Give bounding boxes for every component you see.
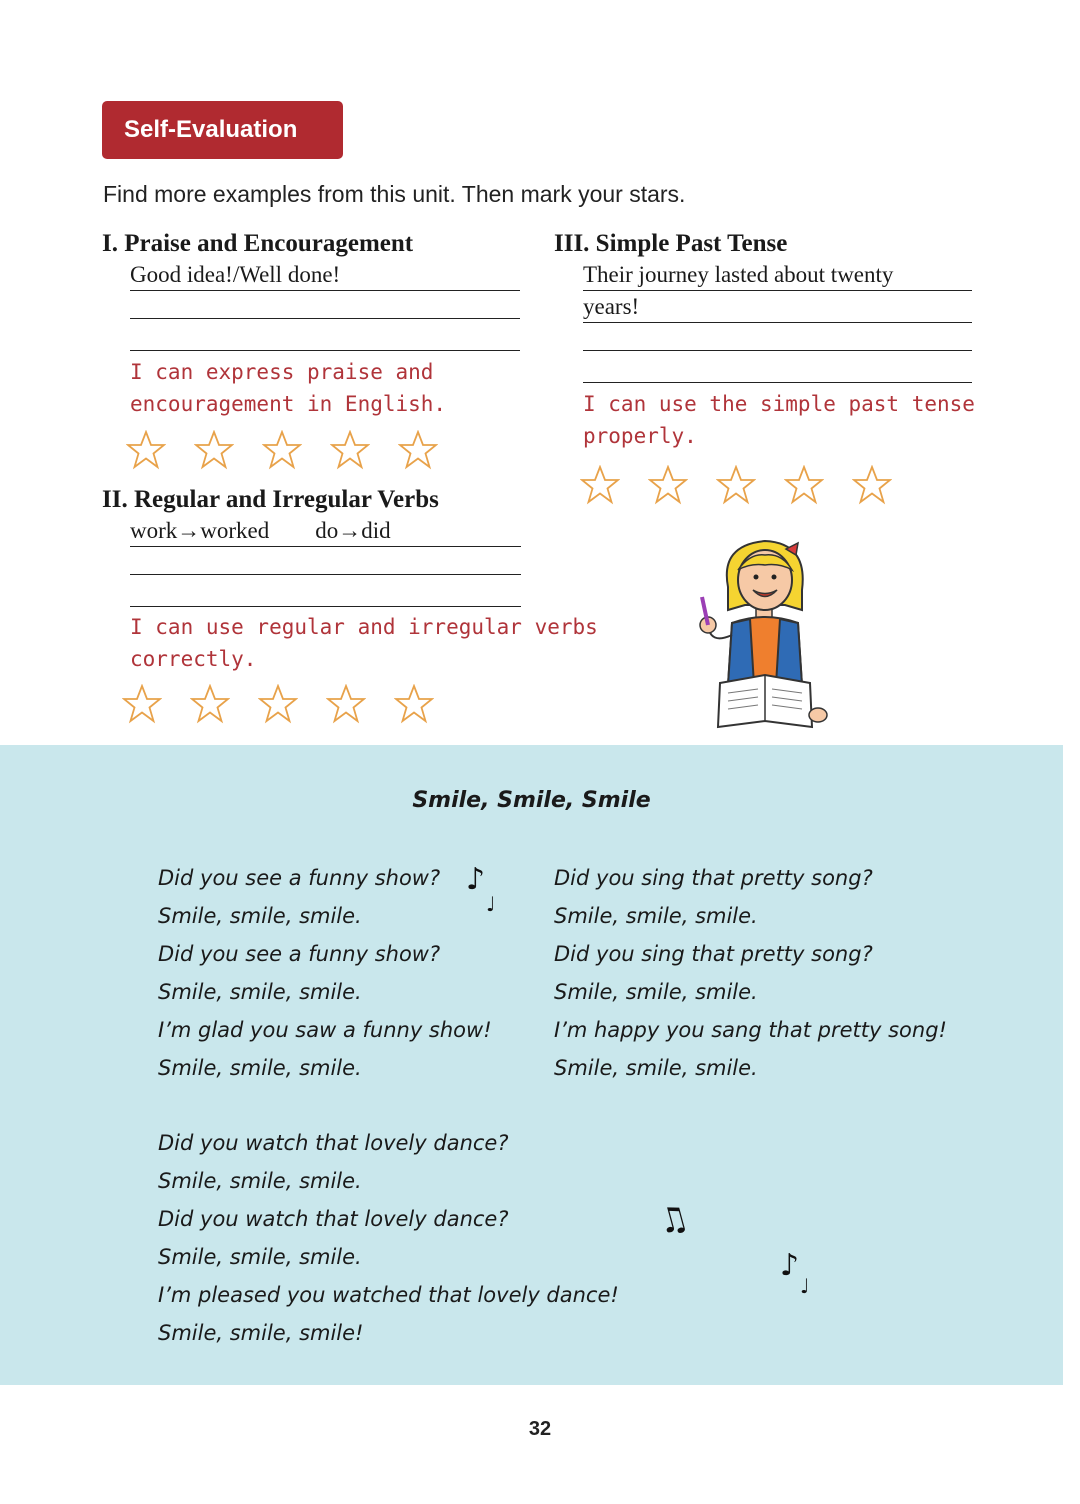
section-1-can-line-2: encouragement in English. (130, 392, 447, 416)
verse-1-line: Smile, smile, smile. (158, 980, 362, 1004)
section-3-can-line-1: I can use the simple past tense (583, 392, 975, 416)
music-note-icon: ♪ (780, 1248, 800, 1283)
instruction-text: Find more examples from this unit. Then mark your stars. (103, 181, 686, 207)
section-2-example-b: do→did (315, 518, 391, 543)
star-outline-icon[interactable] (194, 430, 234, 470)
star-outline-icon[interactable] (258, 684, 298, 724)
section-1-answer-line-3[interactable] (130, 350, 520, 351)
verse-2-line: Did you sing that pretty song? (554, 942, 873, 966)
section-1-answer-line-1[interactable] (130, 261, 520, 291)
star-outline-icon[interactable] (330, 430, 370, 470)
verse-1-line: Smile, smile, smile. (158, 904, 362, 928)
section-3-can-statement (583, 388, 975, 452)
music-note-icon: ♪ (466, 862, 486, 897)
verse-2-line: Did you sing that pretty song? (554, 866, 873, 890)
section-2-can-statement (130, 611, 598, 675)
star-outline-icon[interactable] (784, 465, 824, 505)
section-1-can-line-1: I can express praise and (130, 360, 434, 384)
verse-2-line: Smile, smile, smile. (554, 980, 758, 1004)
verse-1-line: Smile, smile, smile. (158, 1056, 362, 1080)
star-outline-icon[interactable] (126, 430, 166, 470)
section-1-can-statement (130, 356, 446, 420)
song-verse-2 (554, 859, 947, 1087)
song-verse-3 (158, 1124, 619, 1352)
star-outline-icon[interactable] (190, 684, 230, 724)
section-2-can-line-1: I can use regular and irregular verbs (130, 615, 598, 639)
star-outline-icon[interactable] (122, 684, 162, 724)
song-verse-1 (158, 859, 492, 1087)
section-3-answer-line-2[interactable] (583, 293, 972, 323)
verse-2-line: I’m happy you sang that pretty song! (554, 1018, 947, 1042)
section-1-answer-line-2[interactable] (130, 318, 520, 319)
verse-3-line: Did you watch that lovely dance? (158, 1207, 509, 1231)
verse-2-line: Smile, smile, smile. (554, 1056, 758, 1080)
music-note-icon: ♫ (653, 1196, 694, 1244)
badge-label: Self-Evaluation (124, 116, 298, 143)
verse-2-line: Smile, smile, smile. (554, 904, 758, 928)
music-note-icon: ♩ (800, 1274, 810, 1298)
star-outline-icon[interactable] (398, 430, 438, 470)
verse-3-line: Smile, smile, smile! (158, 1321, 364, 1345)
section-3-example-line-2: years! (583, 294, 640, 319)
verse-1-line: Did you see a funny show? (158, 866, 441, 890)
girl-reading-illustration (690, 535, 840, 735)
song-title: Smile, Smile, Smile (412, 788, 651, 813)
verse-3-line: Smile, smile, smile. (158, 1245, 362, 1269)
section-2-answer-line-1[interactable] (130, 517, 521, 547)
section-1-title: I. Praise and Encouragement (102, 230, 414, 257)
music-note-icon: ♩ (486, 892, 496, 916)
section-2-star-rating[interactable] (122, 684, 462, 724)
section-1-star-rating[interactable] (126, 430, 466, 470)
section-2-title: II. Regular and Irregular Verbs (102, 486, 439, 513)
self-evaluation-badge (102, 101, 343, 159)
section-2-example-a: work→worked (130, 518, 270, 543)
section-2-answer-line-3[interactable] (130, 606, 521, 607)
page-number: 32 (528, 1418, 552, 1440)
section-3-answer-line-4[interactable] (583, 382, 972, 383)
section-1-example: Good idea!/Well done! (130, 262, 341, 287)
section-3-star-rating[interactable] (580, 465, 920, 505)
section-2-answer-line-2[interactable] (130, 574, 521, 575)
verse-3-line: I’m pleased you watched that lovely dance! (158, 1283, 619, 1307)
verse-3-line: Smile, smile, smile. (158, 1169, 362, 1193)
section-3-title: III. Simple Past Tense (554, 230, 788, 257)
verse-1-line: Did you see a funny show? (158, 942, 441, 966)
star-outline-icon[interactable] (716, 465, 756, 505)
star-outline-icon[interactable] (262, 430, 302, 470)
verse-3-line: Did you watch that lovely dance? (158, 1131, 509, 1155)
star-outline-icon[interactable] (648, 465, 688, 505)
section-3-example-line-1: Their journey lasted about twenty (583, 262, 894, 287)
star-outline-icon[interactable] (326, 684, 366, 724)
section-3-answer-line-1[interactable] (583, 261, 972, 291)
star-outline-icon[interactable] (852, 465, 892, 505)
star-outline-icon[interactable] (394, 684, 434, 724)
verse-1-line: I’m glad you saw a funny show! (158, 1018, 492, 1042)
section-3-answer-line-3[interactable] (583, 350, 972, 351)
section-3-can-line-2: properly. (583, 424, 697, 448)
section-2-can-line-2: correctly. (130, 647, 257, 671)
star-outline-icon[interactable] (580, 465, 620, 505)
